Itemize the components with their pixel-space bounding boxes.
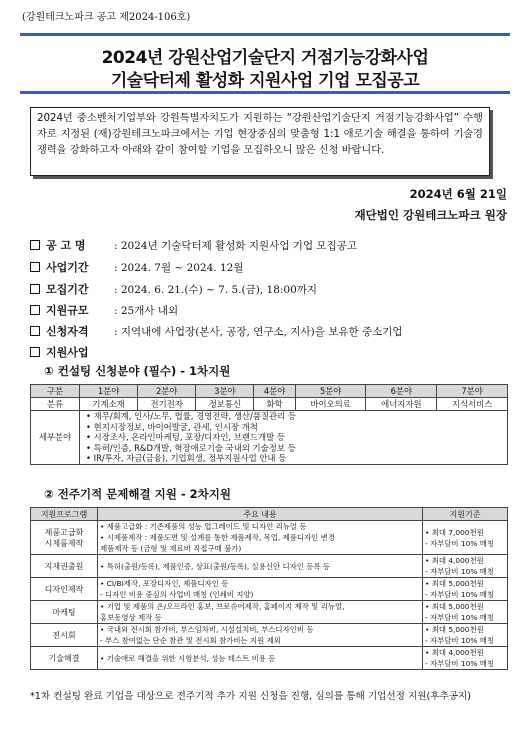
table-row	[31, 521, 508, 555]
program-content: • 기업 및 제품의 온/오프라인 홍보, 브로슈어제작, 홈페이지 제작 및 리뉴얼, 홍보동영상 제작 등	[98, 601, 423, 624]
program-standard: • 최대 5,000천원 - 자부담비 10% 매칭	[423, 601, 508, 624]
list-item: • 재무/회계, 인사/노무, 법률, 경영전략, 생산/품질관리 등	[94, 411, 505, 422]
item-label: 지원규모	[46, 304, 89, 317]
program-standard: • 최대 4,000천원 - 자부담비 10% 매칭	[423, 555, 508, 578]
item-label: 공 고 명	[46, 239, 86, 252]
table-row	[31, 601, 508, 624]
notice-date: 2024년 6월 21일	[409, 187, 507, 201]
list-item: • 특허/인증, R&D개발, 혁장애로기술 국내외 기술정보 등	[94, 443, 505, 454]
square-bullet-icon	[30, 262, 40, 272]
table-header: 2분야	[138, 385, 196, 398]
consulting-table	[30, 384, 508, 465]
program-name: 전시회	[31, 624, 98, 647]
table-cell: 지식서비스	[437, 398, 508, 411]
table-header: 구분	[31, 385, 80, 398]
program-standard: • 최대 7,000천원 - 자부담비 10% 매칭	[423, 521, 508, 555]
program-name: 제품고급화 시제품제작	[31, 521, 98, 555]
program-name: 마케팅	[31, 601, 98, 624]
item-value: : 지역내에 사업장(본사, 공장, 연구소, 지사)을 보유한 중소기업	[114, 325, 403, 338]
program-standard: • 최대 5,000천원 - 자부담비 10% 매칭	[423, 624, 508, 647]
table-header: 7분야	[437, 385, 508, 398]
program-content: • 특허(출원/등록), 제품인증, 상표(출원/등록), 실용신안 디자인 등록 등	[98, 555, 423, 578]
program-content: • 기술애로 해결을 위한 시험분석, 성능 테스트 비용 등	[98, 647, 423, 670]
item-label: 사업기간	[46, 261, 89, 274]
program-content: • CI/BI제작, 포장디자인, 제품디자인 등 - 디자인 비용 중심의 사업비 매칭 (인쇄비 지양)	[98, 578, 423, 601]
table-header: 주요 내용	[98, 508, 423, 521]
table-cell: 분류	[31, 398, 80, 411]
notice-number: (강원테크노파크 공고 제2024-106호)	[22, 12, 191, 23]
list-item: • IR/투자, 자금(금융), 기업회생, 정부지원사업 안내 등	[94, 453, 505, 464]
table-row	[31, 624, 508, 647]
program-standard: • 최대 4,000천원 - 자부담비 10% 매칭	[423, 647, 508, 670]
program-name: 디자인제작	[31, 578, 98, 601]
section-lifecycle-heading: ② 전주기적 문제해결 지원 - 2차지원	[44, 487, 231, 501]
item-recruit-period	[30, 281, 317, 297]
table-header: 6분야	[366, 385, 437, 398]
table-row	[31, 555, 508, 578]
item-support	[30, 344, 114, 360]
item-eligibility	[30, 323, 403, 339]
item-title	[30, 237, 357, 253]
item-period	[30, 259, 243, 275]
item-label: 지원사업	[46, 346, 89, 359]
lifecycle-table	[30, 507, 508, 670]
program-name: 기술해결	[31, 647, 98, 670]
table-header: 지원기준	[423, 508, 508, 521]
title-line-1: 2024년 강원산업기술단지 거점기능강화사업	[101, 48, 429, 68]
section-consulting-heading: ① 컨설팅 신청분야 (필수) - 1차지원	[44, 364, 231, 378]
table-cell: 화학	[254, 398, 295, 411]
list-item: • 시장조사, 온라인마케팅, 포장/디자인, 브랜드개발 등	[94, 432, 505, 443]
item-value: : 2024. 6. 21.(수) ~ 7. 5.(금), 18:00까지	[114, 283, 318, 296]
item-scale	[30, 302, 178, 318]
table-cell: 전기전자	[138, 398, 196, 411]
title-bottom-rule	[20, 91, 510, 94]
program-content: • 제품고급화 : 기존제품의 성능 업그레이드 및 디자인 리뉴얼 등 • 시제품제작 : 제품도면 및 설계를 통한 제품제작, 목업, 제품디자인 변경 제품제작 등 (금형 및 재료비 직접구매 불가)	[98, 521, 423, 555]
table-cell: 기계소재	[80, 398, 138, 411]
item-label: 모집기간	[46, 283, 89, 296]
square-bullet-icon	[30, 326, 40, 336]
square-bullet-icon	[30, 347, 40, 357]
list-item: • 현지시장정보, 바이어발굴, 관세, 인시장 개척	[94, 422, 505, 433]
table-cell: 정보통신	[196, 398, 254, 411]
program-content: • 국내외 전시회 참가비, 부스임차비, 시설설치비, 부스디자인비 등 - 부스 참여없는 단순 참관 및 전시회 참가비는 지원 제외	[98, 624, 423, 647]
detail-list-cell	[80, 411, 508, 465]
item-value: : 2024년 기술닥터제 활성화 지원사업 기업 모집공고	[114, 239, 358, 252]
table-header: 1분야	[80, 385, 138, 398]
square-bullet-icon	[30, 284, 40, 294]
item-value: : 2024. 7월 ~ 2024. 12월	[114, 261, 244, 274]
square-bullet-icon	[30, 305, 40, 315]
table-header: 지원프로그램	[31, 508, 98, 521]
program-standard: • 최대 5,000천원 - 자부담비 10% 매칭	[423, 578, 508, 601]
footnote: *1차 컨설팅 완료 기업을 대상으로 전주기적 추가 지원 신청을 진행, 심의를 통해 기업선정 지원(후추공지)	[30, 691, 472, 702]
table-row	[31, 647, 508, 670]
program-name: 지재권출원	[31, 555, 98, 578]
table-cell: 에너지자원	[366, 398, 437, 411]
title-top-rule	[20, 33, 510, 36]
table-header: 5분야	[295, 385, 366, 398]
table-cell: 세부분야	[31, 411, 80, 465]
title-line-2: 기술닥터제 활성화 지원사업 기업 모집공고	[110, 71, 420, 91]
table-cell: 바이오의료	[295, 398, 366, 411]
intro-box: 2024년 중소벤처기업부와 강원특별자치도가 지원하는 “강원산업기술단지 거점기능강화사업” 수행자로 지정된 (재)강원테크노파크에서는 기업 현장중심의 맞춤형 1:1 애로기술 해결을 통하여 기술경쟁력을 강화하고자 아래와 같이 참여할 기업을 모집하오니 많은 신청 바랍니다.	[30, 107, 490, 176]
organization-name: 재단법인 강원테크노파크 원장	[354, 208, 507, 222]
table-header: 3분야	[196, 385, 254, 398]
table-row	[31, 578, 508, 601]
table-header: 4분야	[254, 385, 295, 398]
item-value: : 25개사 내외	[114, 304, 179, 317]
square-bullet-icon	[30, 240, 40, 250]
item-label: 신청자격	[46, 325, 89, 338]
